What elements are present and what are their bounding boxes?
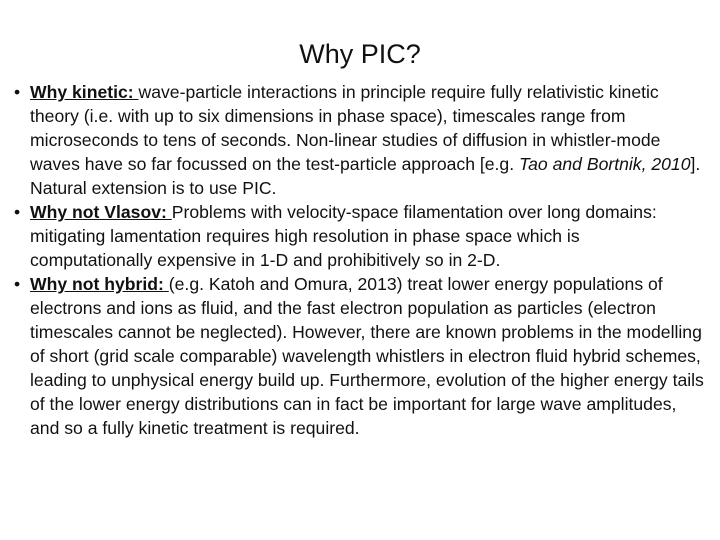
bullet-text-end: ]. Natural extension is to use PIC.	[30, 154, 701, 198]
slide-title: Why PIC?	[299, 39, 421, 69]
bullet-heading: Why not hybrid:	[30, 274, 169, 294]
bullet-heading: Why not Vlasov:	[30, 202, 172, 222]
bullet-marker: •	[14, 82, 21, 102]
bullet-marker: •	[14, 202, 21, 222]
bullet-text: Problems with velocity-space filamentation over long domains: mitigating lamentation requires high resolution in phase space which is computationally expensive in 1-D and prohibitively so in 2-D.	[30, 202, 657, 270]
citation: Tao and Bortnik, 2010	[519, 154, 691, 174]
bullet-why-kinetic	[14, 80, 704, 200]
bullet-text: (e.g. Katoh and Omura, 2013) treat lower energy populations of electrons and ions as fluid, and the fast electron population as particles (electron timescales cannot be neglected). However, there are known problems in the modelling of short (grid scale comparable) wavelength whistlers in electron fluid hybrid schemes, leading to unphysical energy build up. Furthermore, evolution of the higher energy tails of the lower energy distributions can in fact be important for large wave amplitudes, and so a fully kinetic treatment is required.	[30, 274, 704, 438]
bullet-text: wave-particle interactions in principle require fully relativistic kinetic theory (i.e. with up to six dimensions in phase space), timescales range from microseconds to tens of seconds. Non-linear studies of diffusion in whistler-mode waves have so far focussed on the test-particle approach [e.g.	[30, 82, 661, 174]
bullet-marker: •	[14, 274, 21, 294]
bullet-heading: Why kinetic:	[30, 82, 139, 102]
bullet-list	[14, 80, 704, 440]
bullet-why-not-vlasov	[14, 200, 704, 272]
bullet-why-not-hybrid	[14, 272, 704, 440]
